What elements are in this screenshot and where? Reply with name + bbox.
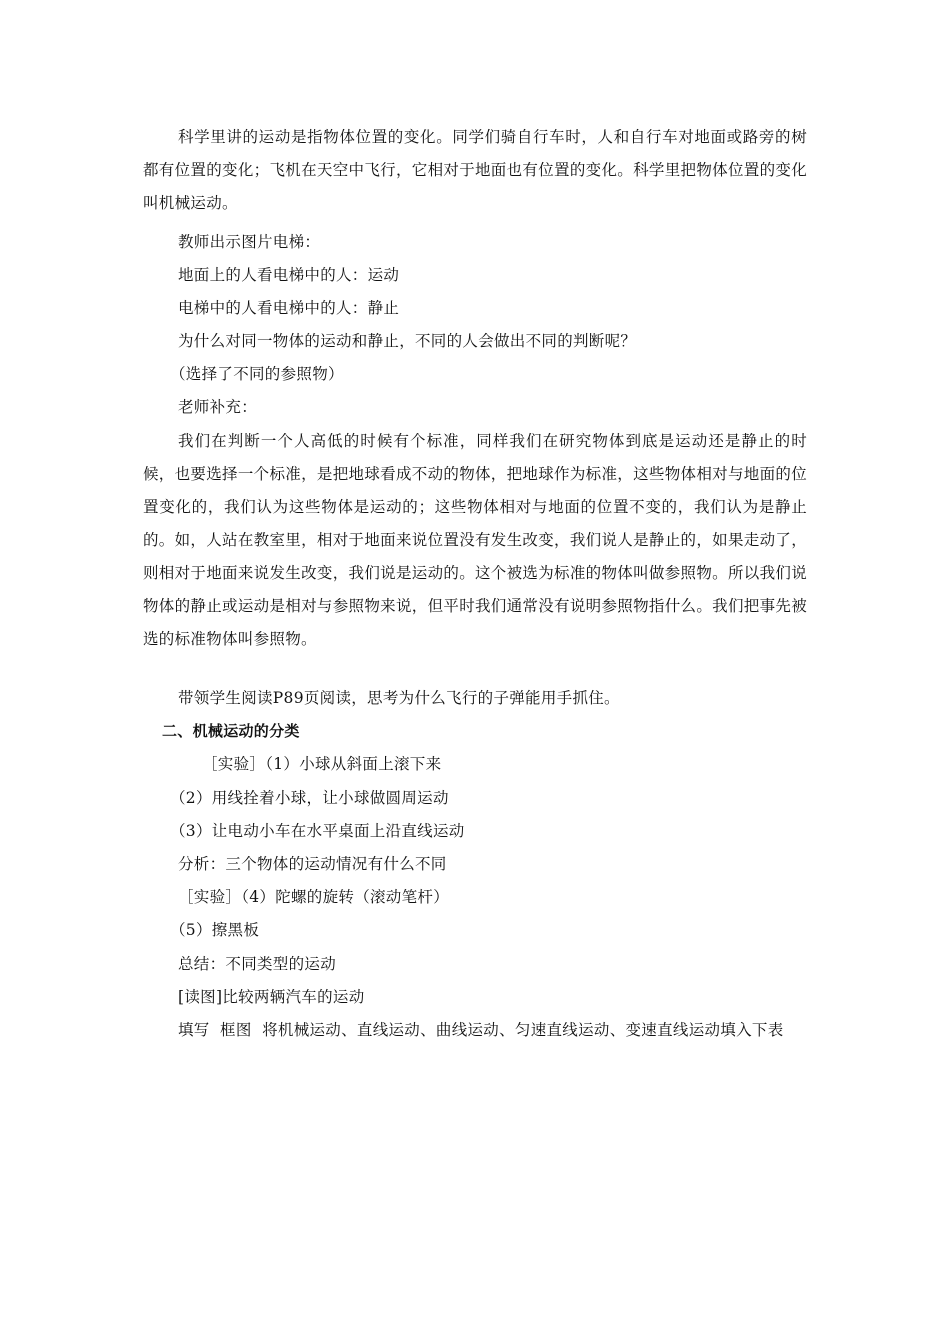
section-heading: 二、机械运动的分类 — [162, 722, 300, 740]
experiment-4-line: ［实验］（4）陀螺的旋转（滚动笔杆） — [178, 888, 450, 906]
teacher-adds-line: 老师补充： — [178, 398, 258, 416]
experiment-5-line: （5）擦黑板 — [170, 921, 260, 939]
answer-line: （选择了不同的参照物） — [170, 365, 344, 383]
elevator-observer-line: 电梯中的人看电梯中的人：静止 — [178, 299, 400, 317]
teacher-shows-elevator: 教师出示图片电梯： — [178, 233, 321, 251]
ground-observer-line: 地面上的人看电梯中的人：运动 — [178, 266, 400, 284]
analysis-line: 分析：三个物体的运动情况有什么不同 — [178, 855, 447, 873]
read-figure-line: [读图]比较两辆汽车的运动 — [178, 988, 365, 1006]
experiment-2-line: （2）用线拴着小球，让小球做圆周运动 — [170, 789, 449, 807]
question-line: 为什么对同一物体的运动和静止，不同的人会做出不同的判断呢？ — [178, 332, 637, 350]
experiment-1-line: ［实验］（1）小球从斜面上滚下来 — [202, 755, 442, 773]
paragraph-mechanical-motion: 科学里讲的运动是指物体位置的变化。同学们骑自行车时，人和自行车对地面或路旁的树都有位置的变化；飞机在天空中飞行，它相对于地面也有位置的变化。科学里把物体位置的变化叫机械运动。 — [143, 128, 807, 212]
paragraph-reference-object: 我们在判断一个人高低的时候有个标准，同样我们在研究物体到底是运动还是静止的时候，也要选择一个标准，是把地球看成不动的物体，把地球作为标准，这些物体相对与地面的位置变化的，我们认为这些物体是运动的；这些物体相对与地面的位置不变的，我们认为是静止的。如，人站在教室里，相对于地面来说位置没有发生改变，我们说人是静止的，如果走动了，则相对于地面来说发生改变，我们说是运动的。这个被选为标准的物体叫做参照物。所以我们说物体的静止或运动是相对与参照物来说，但平时我们通常没有说明参照物指什么。我们把事先被选的标准物体叫参照物。 — [143, 432, 807, 648]
summary-line: 总结：不同类型的运动 — [178, 955, 337, 973]
experiment-3-line: （3）让电动小车在水平桌面上沿直线运动 — [170, 822, 465, 840]
fill-task-line: 填写 框图 将机械运动、直线运动、曲线运动、匀速直线运动、变速直线运动填入下表 — [178, 1021, 784, 1039]
reading-task-line: 带领学生阅读P89页阅读，思考为什么飞行的子弹能用手抓住。 — [178, 689, 620, 707]
